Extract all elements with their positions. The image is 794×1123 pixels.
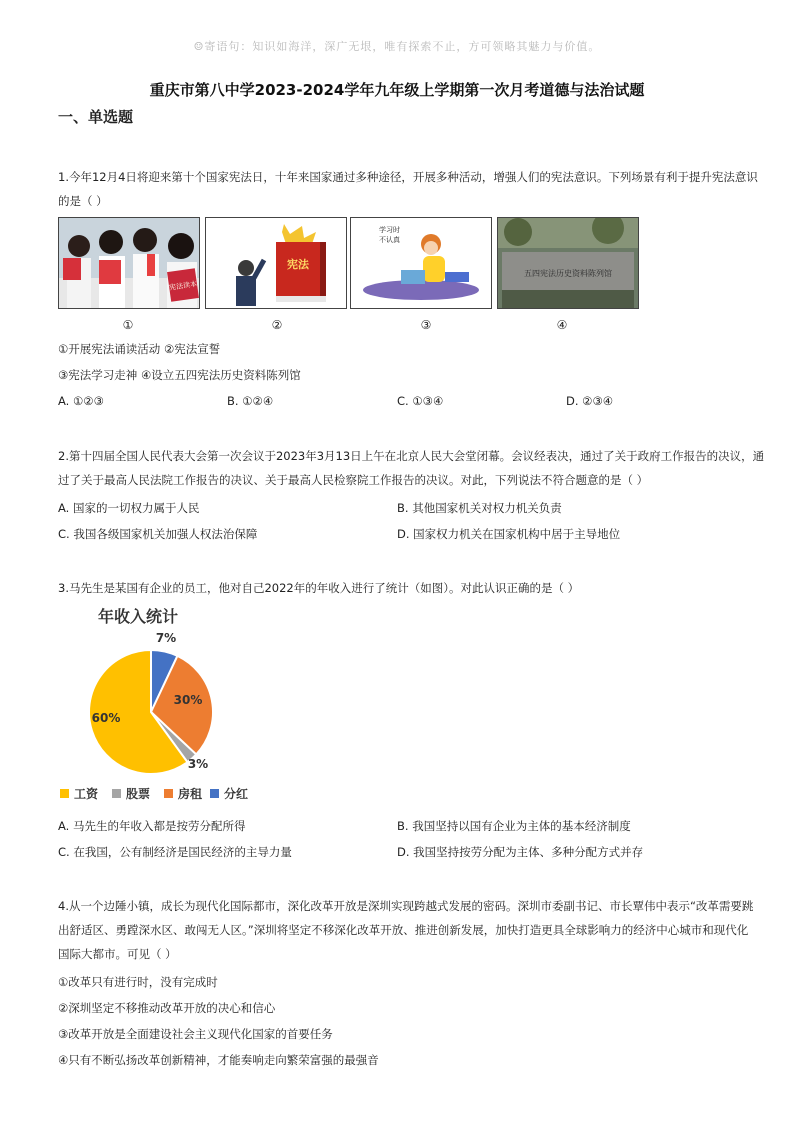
img3-sign-line1: 学习时 xyxy=(379,226,400,234)
q2-option-c[interactable]: C. 我国各级国家机关加强人权法治保障 xyxy=(58,527,258,541)
img4-sign-text: 五四宪法历史资料陈列馆 xyxy=(524,269,612,278)
image-label-3: ③ xyxy=(420,318,432,332)
q1-statement-line2: ③宪法学习走神 ④设立五四宪法历史资料陈列馆 xyxy=(58,368,301,382)
income-pie-chart xyxy=(56,600,276,810)
q1-stem-line1: 1.今年12月4日将迎来第十个国家宪法日，十年来国家通过多种途径，开展多种活动，增强人们的宪法意识。下列场景有利于提升宪法意识 xyxy=(58,170,758,184)
legend-swatch-2 xyxy=(112,789,121,798)
img2-book-text: 宪法 xyxy=(287,258,309,271)
q4-statement-2: ②深圳坚定不移推动改革开放的决心和信心 xyxy=(58,1001,276,1015)
img3-sign-line2: 不认真 xyxy=(379,236,400,244)
q1-option-a[interactable]: A. ①②③ xyxy=(58,394,104,408)
q2-option-d[interactable]: D. 国家权力机关在国家机构中居于主导地位 xyxy=(397,527,621,541)
q2-option-a[interactable]: A. 国家的一切权力属于人民 xyxy=(58,501,200,515)
pie-label-2: 3% xyxy=(187,757,209,771)
chart-title: 年收入统计 xyxy=(98,607,179,626)
q4-statement-1: ①改革只有进行时，没有完成时 xyxy=(58,975,218,989)
motto-text: ☺寄语句：知识如海洋，深广无垠，唯有探索不止，方可领略其魅力与价值。 xyxy=(193,40,601,53)
q3-option-c[interactable]: C. 在我国，公有制经济是国民经济的主导力量 xyxy=(58,845,292,859)
q2-stem-line2: 过了关于最高人民法院工作报告的决议、关于最高人民检察院工作报告的决议。对此，下列说法不符合题意的是（ ） xyxy=(58,473,649,487)
legend-swatch-3 xyxy=(164,789,173,798)
q1-option-d[interactable]: D. ②③④ xyxy=(566,394,614,408)
q3-option-b[interactable]: B. 我国坚持以国有企业为主体的基本经济制度 xyxy=(397,819,631,833)
q1-image-1 xyxy=(58,217,200,309)
pie-label-1: 60% xyxy=(91,711,121,725)
legend-swatch-4 xyxy=(210,789,219,798)
q3-option-a[interactable]: A. 马先生的年收入都是按劳分配所得 xyxy=(58,819,246,833)
page-title: 重庆市第八中学2023-2024学年九年级上学期第一次月考道德与法治试题 xyxy=(149,81,645,99)
q4-statement-3: ③改革开放是全面建设社会主义现代化国家的首要任务 xyxy=(58,1027,333,1041)
q1-image-2 xyxy=(205,217,347,309)
q2-stem-line1: 2.第十四届全国人民代表大会第一次会议于2023年3月13日上午在北京人民大会堂闭幕。会议经表决，通过了关于政府工作报告的决议，通 xyxy=(58,449,765,463)
q4-stem-line3: 国际大都市。可见（ ） xyxy=(58,947,177,961)
constitution-oath-illustration xyxy=(206,218,346,308)
q1-image-3 xyxy=(350,217,492,309)
q3-stem: 3.马先生是某国有企业的员工，他对自己2022年的年收入进行了统计（如图）。对此认识正确的是（ ） xyxy=(58,581,580,595)
q1-statement-line1: ①开展宪法诵读活动 ②宪法宣誓 xyxy=(58,342,221,356)
legend-label-1: 工资 xyxy=(74,787,99,801)
image-label-1: ① xyxy=(122,318,134,332)
section-title: 一、单选题 xyxy=(58,108,134,126)
q4-stem-line2: 出舒适区、勇蹚深水区、敢闯无人区。”深圳将坚定不移深化改革开放、推进创新发展，加快打造更具全球影响力的经济中心城市和现代化 xyxy=(58,923,749,937)
img1-book-text: 宪法读本 xyxy=(168,280,198,292)
pie-label-4: 7% xyxy=(155,631,177,645)
pie-label-3: 30% xyxy=(173,693,203,707)
students-reading-illustration xyxy=(59,218,199,308)
image-label-2: ② xyxy=(271,318,283,332)
legend-label-3: 房租 xyxy=(178,787,203,801)
q1-image-4 xyxy=(497,217,639,309)
legend-swatch-1 xyxy=(60,789,69,798)
q4-statement-4: ④只有不断弘扬改革创新精神，才能奏响走向繁荣富强的最强音 xyxy=(58,1053,379,1067)
q1-stem-line2: 的是（ ） xyxy=(58,194,108,208)
legend-label-4: 分红 xyxy=(224,787,249,801)
student-distracted-illustration xyxy=(351,218,491,308)
museum-sign-photo xyxy=(498,218,638,308)
q2-option-b[interactable]: B. 其他国家机关对权力机关负责 xyxy=(397,501,562,515)
legend-label-2: 股票 xyxy=(126,787,151,801)
image-label-4: ④ xyxy=(556,318,568,332)
q1-option-b[interactable]: B. ①②④ xyxy=(227,394,274,408)
q3-option-d[interactable]: D. 我国坚持按劳分配为主体、多种分配方式并存 xyxy=(397,845,644,859)
q1-option-c[interactable]: C. ①③④ xyxy=(397,394,444,408)
q4-stem-line1: 4.从一个边陲小镇，成长为现代化国际都市，深化改革开放是深圳实现跨越式发展的密码。深圳市委副书记、市长覃伟中表示“改革需要跳 xyxy=(58,899,754,913)
